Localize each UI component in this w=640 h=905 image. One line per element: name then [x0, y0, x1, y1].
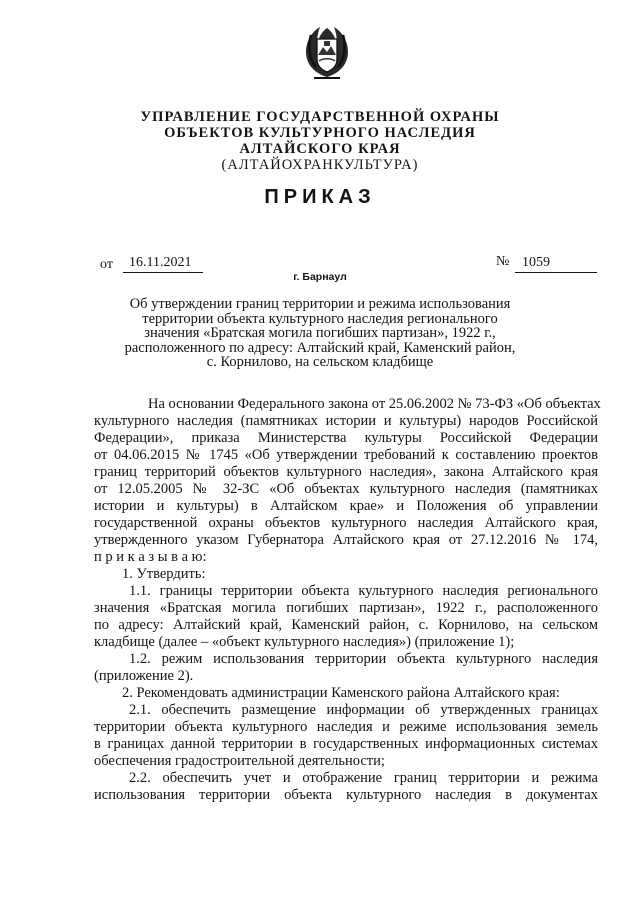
- body-line: по адресу: Алтайский край, Каменский район, с. Корнилово, на сельском: [94, 617, 598, 633]
- organization-header: [0, 109, 640, 173]
- body-line: 1.2. режим использования территории объекта культурного наследия: [129, 651, 598, 667]
- body-line: от 04.06.2015 № 1745 «Об утверждении требований к составлению проектов: [94, 447, 598, 463]
- subject-line: расположенного по адресу: Алтайский край, Каменский район,: [124, 339, 516, 356]
- coat-of-arms-emblem: [300, 21, 354, 83]
- org-line-2: ОБЪЕКТОВ КУЛЬТУРНОГО НАСЛЕДИЯ: [164, 125, 476, 141]
- body-line: 1. Утвердить:: [122, 566, 206, 582]
- number-label: №: [496, 254, 510, 269]
- body-line: истории и культуры) в Алтайском крае» и Положения об управлении: [94, 498, 598, 514]
- subject-line: с. Корнилово, на сельском кладбище: [206, 354, 434, 370]
- org-line-3: АЛТАЙСКОГО КРАЯ: [239, 141, 401, 157]
- body-line: утвержденного указом Губернатора Алтайского края от 27.12.2016 № 174,: [94, 532, 598, 548]
- body-line: границ территорий объектов культурного наследия», закона Алтайского края: [94, 464, 598, 480]
- subject-line: территории объекта культурного наследия регионального: [142, 310, 498, 327]
- document-date: 16.11.2021: [129, 255, 192, 270]
- date-label: от: [100, 257, 113, 272]
- subject-line: Об утверждении границ территории и режима использования: [129, 296, 511, 312]
- body-line: культурного наследия (памятниках истории и культуры) народов Российской: [94, 413, 598, 429]
- body-line: 2.1. обеспечить размещение информации об утвержденных границах: [129, 702, 598, 718]
- body-line: 2.2. обеспечить учет и отображение границ территории и режима: [129, 770, 598, 786]
- body-line: государственной охраны объектов культурного наследия Алтайского края,: [94, 515, 598, 531]
- body-line: обеспечения градостроительной деятельности;: [94, 753, 385, 769]
- subject-line: значения «Братская могила погибших партизан», 1922 г.,: [144, 325, 496, 341]
- body-line: значения «Братская могила погибших партизан», 1922 г., расположенного: [94, 600, 598, 616]
- org-line-1: УПРАВЛЕНИЕ ГОСУДАРСТВЕННОЙ ОХРАНЫ: [140, 109, 500, 125]
- body-line: 1.1. границы территории объекта культурного наследия регионального: [129, 583, 598, 599]
- body-line: в границах данной территории в государственных информационных системах: [94, 736, 598, 752]
- document-subject: [0, 297, 640, 370]
- body-line: от 12.05.2005 № 32-ЗС «Об объектах культурного наследия (памятниках: [94, 481, 598, 497]
- body-line: кладбище (далее – «объект культурного наследия») (приложение 1);: [94, 634, 515, 650]
- body-line: 2. Рекомендовать администрации Каменского района Алтайского края:: [122, 685, 560, 701]
- body-line: п р и к а з ы в а ю:: [94, 549, 207, 565]
- body-line: Федерации», приказа Министерства культуры Российской Федерации: [94, 430, 598, 446]
- body-line: На основании Федерального закона от 25.06.2002 № 73-ФЗ «Об объектах: [148, 396, 601, 412]
- document-number: 1059: [522, 255, 550, 270]
- body-line: использования территории объекта культурного наследия в документах: [94, 787, 598, 803]
- body-line: (приложение 2).: [94, 668, 194, 684]
- body-line: территории объекта культурного наследия и режиме использования земель: [94, 719, 598, 735]
- document-title: ПРИКАЗ: [264, 186, 376, 208]
- city-label: г. Барнаул: [293, 271, 347, 283]
- org-line-4: (АЛТАЙОХРАНКУЛЬТУРА): [221, 157, 419, 173]
